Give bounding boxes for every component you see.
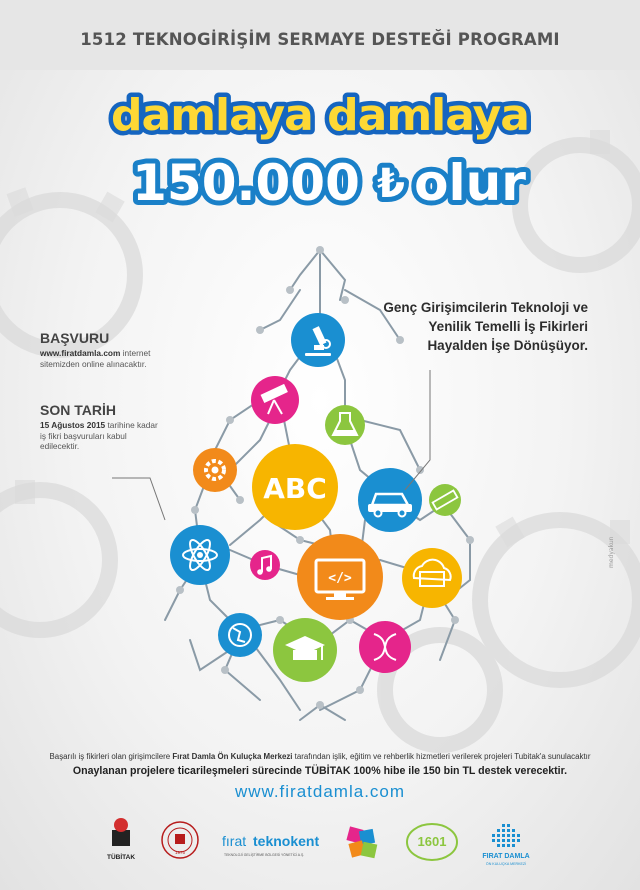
lira-icon: ₺ [377, 161, 405, 207]
headline-line1: damlaya damlaya [111, 90, 529, 141]
svg-text:1601: 1601 [417, 834, 447, 849]
svg-text:1975: 1975 [174, 850, 186, 855]
svg-text:FIRAT DAMLA: FIRAT DAMLA [482, 853, 530, 860]
intro-line1: Genç Girişimcilerin Teknoloji ve [383, 300, 588, 315]
deadline-text2: iş fikri başvuruları kabul [40, 430, 127, 441]
apply-text2: sitemizden online alınacaktır. [40, 358, 147, 369]
gear-icon [193, 448, 237, 492]
svg-text:fırat: fırat [222, 833, 247, 849]
1601-logo [407, 824, 457, 860]
music-note-icon [250, 550, 280, 580]
deadline-text1: tarihine kadar [105, 420, 158, 430]
svg-text:</>: </> [328, 571, 352, 586]
deadline-heading: SON TARİH [40, 402, 116, 418]
telescope-icon [251, 376, 299, 424]
svg-text:ÖN KULUÇKA MERKEZİ: ÖN KULUÇKA MERKEZİ [485, 862, 527, 866]
deadline-text3: edilecektir. [40, 441, 80, 451]
dna-icon [359, 621, 411, 673]
footer-line2: Onaylanan projelere ticarileşmeleri sürecinde TÜBİTAK 100% hibe ile 150 bin TL destek verecektir. [72, 765, 568, 777]
intro-line3: Hayalden İşe Dönüşüyor. [427, 338, 588, 353]
footer-line1-b: Fırat Damla Ön Kuluçka Merkezi [172, 752, 293, 761]
car-icon [358, 468, 422, 532]
svg-text:TEKNOLOJİ GELİŞTİRME BÖLGESİ Y: TEKNOLOJİ GELİŞTİRME BÖLGESİ YÖNETİCİ A.Ş. [224, 853, 305, 857]
deadline-date: 15 Ağustos 2015 [40, 420, 106, 430]
tubitak-logo [107, 818, 135, 861]
svg-text:ABC: ABC [263, 472, 327, 505]
footer-line1-c: tarafından işlik, eğitim ve rehberlik hizmetleri verilerek projeleri Tubitak'a sunulacaktır [292, 752, 591, 761]
apply-heading: BAŞVURU [40, 330, 110, 346]
atom-icon [170, 525, 230, 585]
logos-row [0, 810, 640, 890]
apply-text1: internet [120, 348, 151, 358]
microscope-icon [291, 313, 345, 367]
svg-text:teknokent: teknokent [253, 833, 320, 849]
teknokent-logo [222, 833, 319, 857]
headline-word: olur [414, 154, 526, 212]
ruler-icon [429, 484, 461, 516]
footer-line1-a: Başarılı iş fikirleri olan girişimcilere [49, 752, 173, 761]
abc-icon [252, 444, 338, 530]
puzzle-logo [346, 826, 377, 858]
monitor-icon [402, 548, 462, 608]
apply-site: www.firatdamla.com [40, 348, 121, 358]
footer-line1 [0, 752, 640, 761]
program-title: 1512 TEKNOGİRİŞİM SERMAYE DESTEĞİ PROGRAMI [80, 30, 560, 49]
university-logo [162, 822, 198, 858]
intro-line2: Yenilik Temelli İş Fikirleri [428, 319, 588, 334]
flask-icon [325, 405, 365, 445]
graduation-cap-icon [273, 618, 337, 682]
globe-icon [218, 613, 262, 657]
website-link[interactable]: www.firatdamla.com [234, 782, 406, 801]
svg-text:TÜBİTAK: TÜBİTAK [106, 854, 136, 861]
code-monitor-icon [297, 534, 383, 620]
firat-damla-logo [482, 824, 529, 866]
credit-text: medyakun [608, 536, 615, 568]
headline-amount: 150.000 [132, 154, 360, 212]
